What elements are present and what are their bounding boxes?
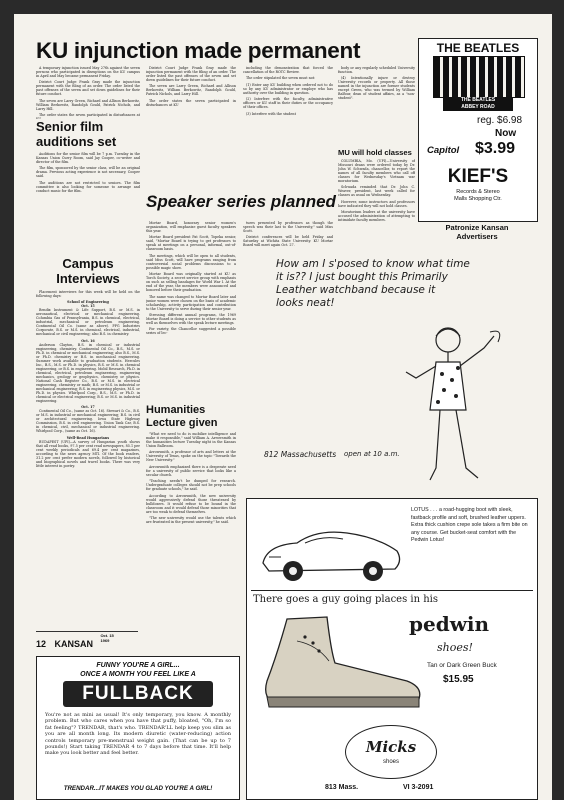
pedwin-phone: VI 3-2091 — [403, 784, 434, 791]
beatles-ad — [418, 38, 538, 222]
beatles-title: THE BEATLES — [436, 41, 520, 55]
date-oct-17: Oct. 17 — [81, 405, 95, 410]
lotus-text: LOTUS . . . a road-hugging boot with sleek, fastback profile and soft, brushed leather uppers. Extra thick cushion crepe sole takes a firm bite on any course. Get bucket-seat comfort with the Pedwin Lotus! — [411, 507, 528, 543]
campus-interviews-headline: Campus Interviews — [56, 256, 120, 286]
senior-film-headline: Senior film auditions set — [36, 119, 117, 149]
boot-illustration — [257, 611, 427, 721]
speaker-column-2: tures presented by professors as though the speech was their last to the University," said Miss Scott. District conferences will be held Friday and Saturday at Wichita State University. KU Mortar Board will meet again Oct. 27. — [243, 221, 333, 248]
capitol-logo: Capitol — [427, 145, 460, 156]
watchband-caption: How am I s'posed to know what time it is?? I just bought this Primarily Leather watchband because it looks neat! — [276, 258, 470, 309]
abbey-road-cover — [433, 56, 525, 98]
humanities-story: "What we need to do is mobilize intelligence and make it responsible," said William A. Arrowsmith in the humanities lecture Tuesday night in the Kansas Union Ballroom. Arrowsmith, a professor of arts and letters at the University of Texas, spoke on the topic "Towards the New University." Arrowsmith emphasized there is a desperate need for a university of public service that looks like a secular church. "Teaching needn't be dumped for research. Undergraduate colleges should not be prep schools for graduate schools," he said. According to Arrowsmith, the new university would aggressively defend those threatened by bulldozers. It would refuse to be bound in the classroom and it would defend those minorities that are too weak to defend themselves. "The new university would use the talents which are frustrated in the present university," he said. — [146, 432, 236, 524]
trendar-ad — [36, 656, 240, 800]
watchband-ad — [246, 258, 536, 498]
senior-film-story: Auditions for the senior film will be 7 p.m. Tuesday in the Kansas Union Curry Room, said Jay Cooper, co-writer and director of the film. The film, sponsored by the senior class, will be an original drama. Previous acting experience is not necessary, Cooper said. The auditions are not restricted to seniors. The film committee is also looking for someone to arrange and conduct music for the film. — [36, 152, 140, 193]
trendar-slogan: TRENDAR...IT MAKES YOU GLAD YOU'RE A GIRL! — [63, 785, 213, 792]
watchband-hours: open at 10 a.m. — [344, 450, 400, 458]
newspaper-page — [14, 14, 552, 800]
campus-interviews-story: Placement interviews for this week will be held on the following days: School of Engineering Oct. 15 Bendix Instrument & Life Support, B.S. or M.S. in aeronautical, electrical or mechanical engineering. Columbia Gas of Pennsylvania, B.S. in chemical, electrical, industrial, mechanical or petroleum engineering. Continental Oil Co. (same as above). PPG Industries Corporate, B.S. or M.S. in chemical, electrical, industrial, mechanical or civil engineering; also B.S. in chemistry. Oct. 16 Anderson Clayton, B.S. in chemical or industrial engineering, chemistry. Continental Oil Co., B.S., M.S. or Ph.D. in chemical or mechanical engineering; also B.S., M.S. or Ph.D. chemistry or B.S. in mechanical engineering. Summer work available to graduation students. Hercules Inc., B.S., M.S. or Ph.D. in physics, B.S. or M.S. in chemical engineering, or B.S. in engineering. Mobil Research, Ph.D. in chemical, electrical, petroleum engineering, engineering mechanics, geology or geophysics, chemistry or physics. National Cash Register Co., B.S. or M.S. in electrical engineering, chemistry or math; B.S. or M.S. in industrial or mechanical engineering; B.S. in engineering physics, M.S. or Ph.D. in physics. Whirlpool Corp., B.S., M.S. or Ph.D. in chemical or electrical engineering; B.S. or M.S. in industrial engineering. Oct. 17 Continental Oil Co., (same as Oct. 16). Stewart & Co., B.S. or M.S. in industrial or mechanical engineering; B.S. in civil or architectural engineering. Iowa State Highway Commission, B.S. in civil engineering. Union Tank Car, B.S. in chemical, civil, mechanical or industrial engineering. Whirlpool Corp., (same as Oct. 16). Well-Read Hungarians BUDAPEST (UPI)—A survey of Hungarian youth shows that all read books, 97.5 per cent read newspapers, 85.1 per cent weekly periodicals and 69.4 per cent magazines, according to the news agency MTI. Of the book readers, 31.2 per cent prefer modern novels, followed by historical and biographical novels and travel books. There was very little interest in poetry. — [36, 290, 140, 468]
humanities-headline: Humanities Lecture given — [146, 404, 218, 429]
date-oct-16: Oct. 16 — [81, 338, 95, 343]
headline: KU injunction made permanent — [36, 38, 361, 63]
fullback-banner: FULLBACK — [63, 681, 213, 707]
pedwin-address: 813 Mass. — [325, 784, 359, 791]
pedwin-tagline: There goes a guy going places in his — [253, 594, 438, 605]
pedwin-logo: pedwin — [409, 612, 490, 636]
trendar-headline-1: FUNNY YOU'RE A GIRL... — [96, 662, 180, 669]
sports-car-illustration — [257, 517, 407, 589]
mu-headline: MU will hold classes — [338, 148, 412, 157]
paper-name: KANSAN — [54, 639, 93, 649]
speaker-headline: Speaker series planned — [146, 192, 336, 211]
mu-story: COLUMBIA, Mo. (UPI)—University of Missouri deans were ordered today by Dr. John W. Schwada, chancellor, to report the names of all faculty members who call off classes for Wednesday's Vietnam war moratorium. Schwada reminded that Dr. John C. Weaver, president, last week called for classes as usual on Wednesday. However, some instructors and professors have indicated they will not hold classes. Moratorium leaders at the university have accused the administration of attempting to intimidate faculty members. — [338, 159, 415, 223]
injunction-column-1: A temporary injunction issued May 27th against the seven persons who participated in disruptions on the KU campus in April and May became permanent Friday. District Court Judge Frank Gray made the injunction permanent with the filing of an order. The order listed the past offenses of the seven and set down guidelines for their future conduct. The seven are Larry Green, Richard and Allison Berkowitz, William Berkowitz, Randolph Gould, Patrick Nichols, and Larry Hill. The order states the seven participated in disturbances at — [36, 66, 140, 118]
pedwin-color: Tan or Dark Green Buck — [427, 662, 497, 669]
folio-date-1: Oct. 15 — [100, 633, 114, 638]
page-number: 12 — [36, 639, 47, 649]
now-price: $3.99 — [475, 140, 516, 157]
speaker-column-1: Mortar Board, honorary senior women's organization, will emphasize guest faculty speakers this year. Mortar Board president Pat Scott, Topeka senior, said, "Mortar Board is trying to get professors to speak at meetings on a personal, informal, out-of-classroom basis. The meetings, which will be open to all students, said Miss Scott, will have programs ranging from controversial social problems discussions to a possible magic show. Mortar Board was originally started at KU as Torch Society, a secret service group with emphasis on such as selling bandages for World War I. At the end of the year, the members were announced and honored before their graduation. The name was changed to Mortar Board later and junior women were chosen on the basis of academic scholarship, activity participation and contribution to the University to serve during their senior year. Stressing different annual programs, the 1969 Mortar Board is doing a service to other students as well as themselves with the speak lecture meetings. For variety, the Chancellor suggested a possible series of lec- — [146, 221, 236, 336]
kiefs-sub-2: Malls Shopping Ctr. — [454, 196, 502, 202]
pedwin-shoes: shoes! — [437, 641, 473, 654]
patronize-advertisers: Patronize Kansan Advertisers — [445, 223, 509, 241]
pedwin-ad — [246, 498, 538, 800]
injunction-column-4: body or any regularly scheduled University function. (4) Intentionally injure or destroy University records or property. All those named in the injunction are former students except Green, who was termed by William Balfour, dean of student affairs, as a "non-student". — [338, 66, 415, 101]
folio-date-2: 1969 — [100, 637, 110, 643]
pedwin-price: $15.95 — [443, 674, 474, 685]
album-label: THE BEATLES ABBEY ROAD — [443, 97, 513, 111]
now-label: Now — [495, 128, 517, 139]
reg-price: reg. $6.98 — [477, 115, 523, 126]
kiefs-logo: KIEF'S — [447, 166, 509, 187]
trendar-body: You're not as mini as usual! It's only temporary, you know. A monthly problem. But who cares when you have that puffy, bloated, "Oh, I'm so fat feeling"? TRENDAR, that's who. TRENDAR'LL help keep you slim as you are all month long. Its modern diuretic (water-reducing) action controls temporary pre-menstrual weight gain. (That can be up to 7 pounds!) Start taking TRENDAR 4 to 7 days before that time. It'll help make you look better and feel better. — [45, 712, 231, 757]
injunction-column-3: including the demonstration that forced the cancellation of the ROTC Review. The order stipulated the seven must not: (1) Enter any KU building when ordered not to do so by any KU administrator or employe who has authority over the building in question. (2) Interfere with the faculty, administrative officers or KU staff in their duties or the occupancy of their offices. (3) Interfere with the student — [243, 66, 333, 116]
folio — [36, 634, 146, 650]
trendar-headline-2: ONCE A MONTH YOU FEEL LIKE A — [80, 671, 196, 678]
wellread-subhead: Well-Read Hungarians — [66, 435, 110, 440]
watchband-address: 812 Massachusetts — [264, 450, 337, 459]
girl-illustration — [386, 318, 526, 498]
injunction-column-2: District Court Judge Frank Gray made the injunction permanent with the filing of an order. The order listed the past offenses of the seven and set down guidelines for their future conduct. The seven are Larry Green, Richard and Allison Berkowitz, William Berkowitz, Randolph Gould, Patrick Nichols, and Larry Hill. The order states the seven participated in disturbances at KU — [146, 66, 236, 107]
engineering-subhead: School of Engineering — [67, 300, 109, 305]
kiefs-sub-1: Records & Stereo — [456, 189, 500, 195]
micks-logo: Micks shoes — [345, 725, 437, 779]
date-oct-15: Oct. 15 — [81, 304, 95, 309]
